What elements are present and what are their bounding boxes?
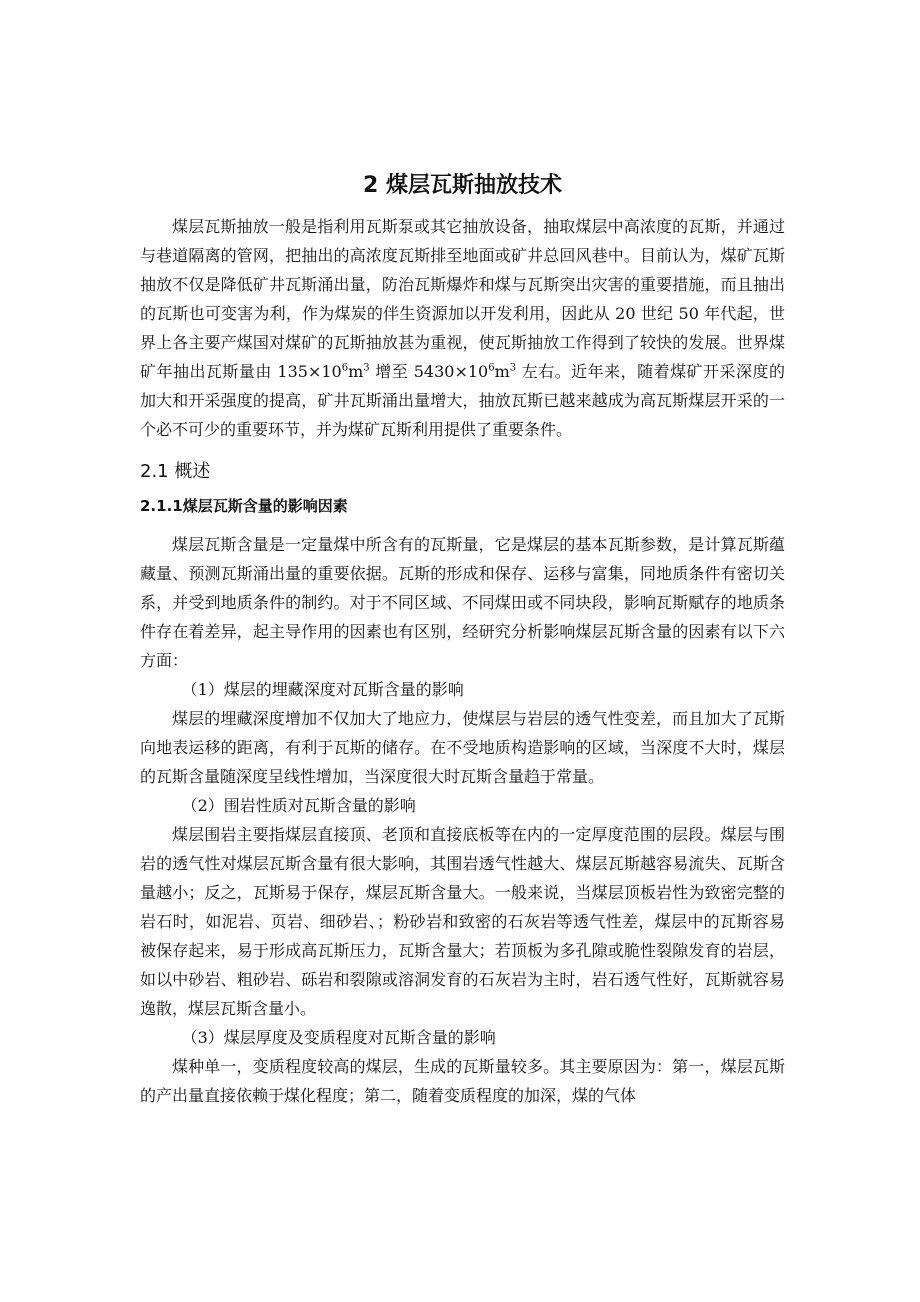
intro-sup-3: 6 xyxy=(488,362,495,374)
intro-sup-4: 3 xyxy=(509,362,517,374)
intro-text-5: 左右。近年来，随着煤矿开采深度的加大和开采强度的提高，矿井瓦斯涌出量增大，抽放瓦斯已越来越成为高瓦斯煤层开采的一个必不可少的重要环节，并为煤矿瓦斯利用提供了重要条件。 xyxy=(140,362,785,439)
intro-text-4: m xyxy=(494,362,510,381)
factor-3-title: （3）煤层厚度及变质程度对瓦斯含量的影响 xyxy=(181,1028,496,1047)
page-content xyxy=(140,170,785,1110)
factor-3-text: 煤种单一，变质程度较高的煤层，生成的瓦斯量较多。其主要原因为：第一，煤层瓦斯的产出量直接依赖于煤化程度；第二，随着变质程度的加深，煤的气体 xyxy=(140,1057,785,1105)
factor-1-title: （1）煤层的埋藏深度对瓦斯含量的影响 xyxy=(181,680,464,699)
intro-sup-1: 6 xyxy=(341,362,349,374)
intro-sup-2: 3 xyxy=(363,362,370,374)
factor-1-text: 煤层的埋藏深度增加不仅加大了地应力，使煤层与岩层的透气性变差，而且加大了瓦斯向地表运移的距离，有利于瓦斯的储存。在不受地质构造影响的区域，当深度不大时，煤层的瓦斯含量随深度呈线性增加，当深度很大时瓦斯含量趋于常量。 xyxy=(140,709,785,786)
intro-text-1: 煤层瓦斯抽放一般是指利用瓦斯泵或其它抽放设备，抽取煤层中高浓度的瓦斯，并通过与巷道隔离的管网，把抽出的高浓度瓦斯排至地面或矿井总回风巷中。目前认为，煤矿瓦斯抽放不仅是降低矿井瓦斯涌出量，防治瓦斯爆炸和煤与瓦斯突出灾害的重要措施，而且抽出的瓦斯也可变害为利，作为煤炭的伴生资源加以开发利用，因此从 20 世纪 50 年代起，世界上各主要产煤国对煤矿的瓦斯抽放甚为重视，使瓦斯抽放工作得到了较快的发展。世界煤矿年抽出瓦斯量由 135×10 xyxy=(140,217,785,381)
factor-2-text: 煤层围岩主要指煤层直接顶、老顶和直接底板等在内的一定厚度范围的层段。煤层与围岩的透气性对煤层瓦斯含量有很大影响，其围岩透气性越大、煤层瓦斯越容易流失、瓦斯含量越小；反之，瓦斯易于保存，煤层瓦斯含量大。一般来说，当煤层顶板岩性为致密完整的岩石时，如泥岩、页岩、细砂岩、；粉砂岩和致密的石灰岩等透气性差，煤层中的瓦斯容易被保存起来，易于形成高瓦斯压力，瓦斯含量大；若顶板为多孔隙或脆性裂隙发育的岩层，如以中砂岩、粗砂岩、砾岩和裂隙或溶洞发育的石灰岩为主时，岩石透气性好，瓦斯就容易逸散，煤层瓦斯含量小。 xyxy=(140,825,785,1018)
intro-text-3: 增至 5430×10 xyxy=(369,362,489,381)
chapter-title: 2 煤层瓦斯抽放技术 xyxy=(363,173,562,198)
subsection-title: 2.1.1煤层瓦斯含量的影响因素 xyxy=(140,497,348,515)
intro-paragraph xyxy=(140,212,785,444)
factor-2-title: （2）围岩性质对瓦斯含量的影响 xyxy=(181,796,416,815)
body-paragraph-1: 煤层瓦斯含量是一定量煤中所含有的瓦斯量，它是煤层的基本瓦斯参数，是计算瓦斯蕴藏量、预测瓦斯涌出量的重要依据。瓦斯的形成和保存、运移与富集，同地质条件有密切关系，并受到地质条件的制约。对于不同区域、不同煤田或不同块段，影响瓦斯赋存的地质条件存在着差异，起主导作用的因素也有区别，经研究分析影响煤层瓦斯含量的因素有以下六方面： xyxy=(140,535,785,670)
intro-text-2: m xyxy=(348,362,364,381)
section-title: 2.1 概述 xyxy=(140,461,211,482)
